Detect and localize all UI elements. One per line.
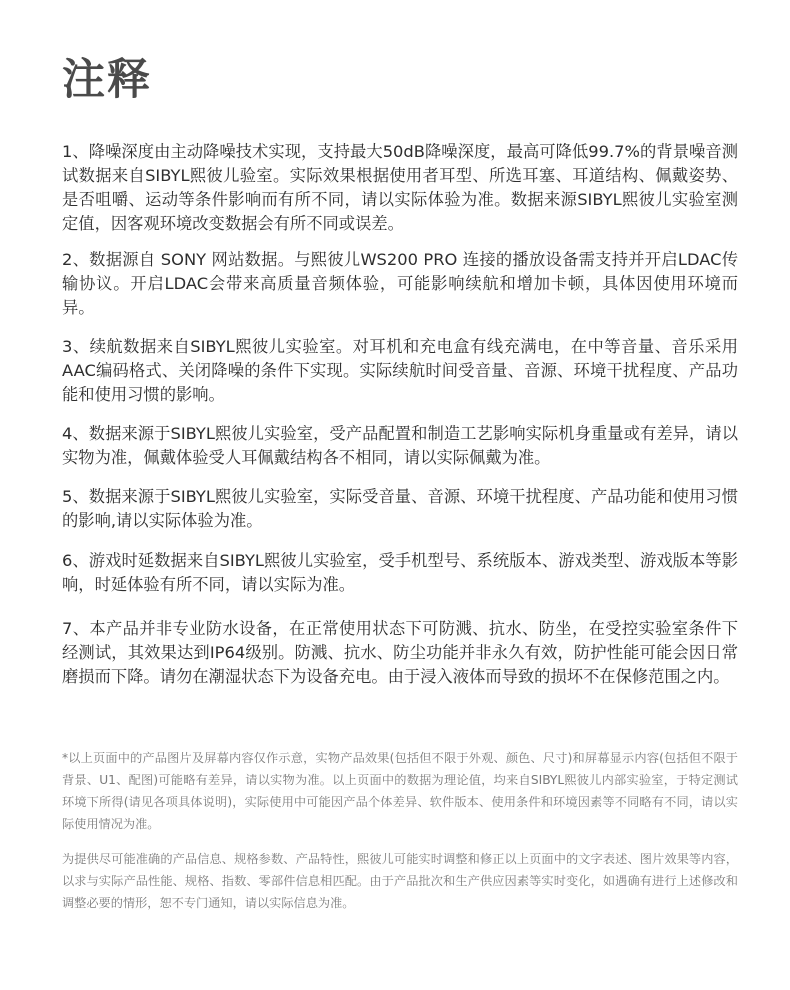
note-item: 4、数据来源于SIBYL熙彼儿实验室，受产品配置和制造工艺影响实际机身重量或有差异，请以实物为准，佩戴体验受人耳佩戴结构各不相同，请以实际佩戴为准。	[62, 424, 738, 467]
note-item: 7、本产品并非专业防水设备，在正常使用状态下可防溅、抗水、防坐，在受控实验室条件下经测试，其效果达到IP64级别。防溅、抗水、防尘功能并非永久有效，防护性能可能会因日常磨损而下降。请勿在潮湿状态下为设备充电。由于浸入液体而导致的损坏不在保修范围之内。	[62, 619, 738, 686]
disclaimer-paragraph: *以上页面中的产品图片及屏幕内容仅作示意，实物产品效果(包括但不限于外观、颜色、尺寸)和屏幕显示内容(包括但不限于背景、U1、配图)可能略有差异，请以实物为准。以上页面中的数据为理论值，均来自SIBYL熙彼儿内部实验室，于特定测试环境下所得(请见各项具体说明)，实际使用中可能因产品个体差异、软件版本、使用条件和环境因素等不同略有不同，请以实际使用情况为准。	[62, 751, 738, 831]
note-item: 5、数据来源于SIBYL熙彼儿实验室，实际受音量、音源、环境干扰程度、产品功能和使用习惯的影响,请以实际体验为准。	[62, 487, 738, 530]
note-item: 1、降噪深度由主动降噪技术实现，支持最大50dB降噪深度，最高可降低99.7%的背景噪音测试数据来自SIBYL熙彼儿验室。实际效果根据使用者耳型、所选耳塞、耳道结构、佩戴姿势、是否咀嚼、运动等条件影响而有所不同，请以实际体验为准。数据来源SIBYL熙彼儿实验室测定值，因客观环境改变数据会有所不同或误差。	[62, 142, 738, 233]
page-title: 注释	[62, 55, 152, 105]
note-item: 2、数据源自 SONY 网站数据。与熙彼儿WS200 PRO 连接的播放设备需支持并开启LDAC传输协议。开启LDAC会带来高质量音频体验，可能影响续航和增加卡顿，具体因使用环境而异。	[62, 250, 738, 317]
disclaimer-paragraph: 为提供尽可能准确的产品信息、规格参数、产品特性，熙彼儿可能实时调整和修正以上页面中的文字表述、图片效果等内容，以求与实际产品性能、规格、指数、零部件信息相匹配。由于产品批次和生产供应因素等实时变化，如遇确有进行上述修改和调整必要的情形，恕不专门通知，请以实际信息为准。	[62, 852, 738, 910]
note-item: 3、续航数据来自SIBYL熙彼儿实验室。对耳机和充电盒有线充满电，在中等音量、音乐采用AAC编码格式、关闭降噪的条件下实现。实际续航时间受音量、音源、环境干扰程度、产品功能和使用习惯的影响。	[62, 337, 738, 404]
note-item: 6、游戏时延数据来自SIBYL熙彼儿实验室，受手机型号、系统版本、游戏类型、游戏版本等影响，时延体验有所不同，请以实际为准。	[62, 551, 738, 594]
